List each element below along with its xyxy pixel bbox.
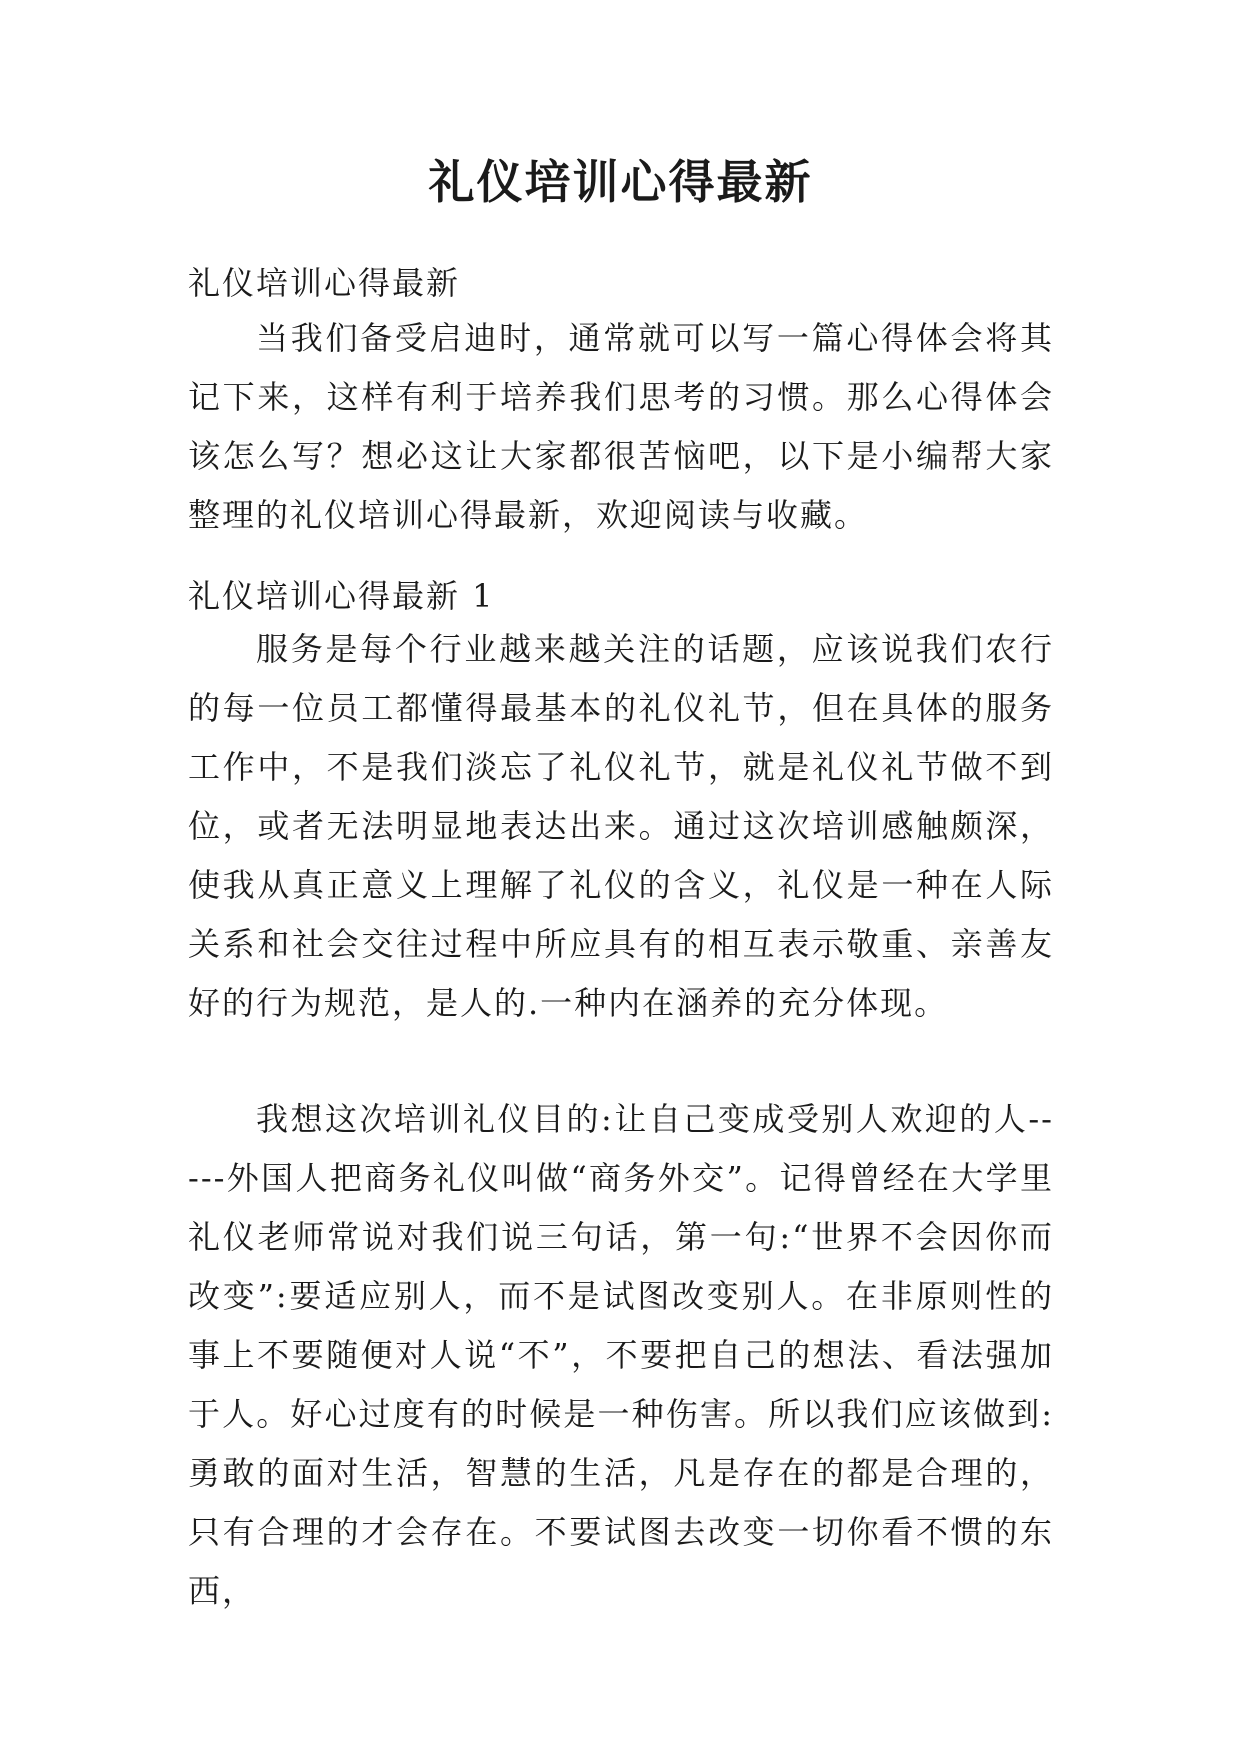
intro-paragraph: 当我们备受启迪时，通常就可以写一篇心得体会将其记下来，这样有利于培养我们思考的习惯。那么心得体会该怎么写？想必这让大家都很苦恼吧，以下是小编帮大家整理的礼仪培训心得最新，欢迎阅读与收藏。 bbox=[188, 319, 1054, 534]
section-1-paragraph-1: 服务是每个行业越来越关注的话题，应该说我们农行的每一位员工都懂得最基本的礼仪礼节，但在具体的服务工作中，不是我们淡忘了礼仪礼节，就是礼仪礼节做不到位，或者无法明显地表达出来。通过这次培训感触颇深，使我从真正意义上理解了礼仪的含义，礼仪是一种在人际关系和社会交往过程中所应具有的相互表示敬重、亲善友好的行为规范，是人的.一种内在涵养的充分体现。 bbox=[188, 630, 1054, 1022]
section-1-heading: 礼仪培训心得最新 1 bbox=[188, 577, 495, 615]
section-1-paragraph-2: 我想这次培训礼仪目的:让自己变成受别人欢迎的人-----外国人把商务礼仪叫做“商务外交”。记得曾经在大学里礼仪老师常说对我们说三句话，第一句:“世界不会因你而改变”:要适应别人，而不是试图改变别人。在非原则性的事上不要随便对人说“不”，不要把自己的想法、看法强加于人。好心过度有的时候是一种伤害。所以我们应该做到:勇敢的面对生活，智慧的生活，凡是存在的都是合理的，只有合理的才会存在。不要试图去改变一切你看不惯的东西， bbox=[188, 1100, 1054, 1610]
document-title: 礼仪培训心得最新 bbox=[428, 155, 813, 209]
intro-heading: 礼仪培训心得最新 bbox=[188, 264, 461, 302]
